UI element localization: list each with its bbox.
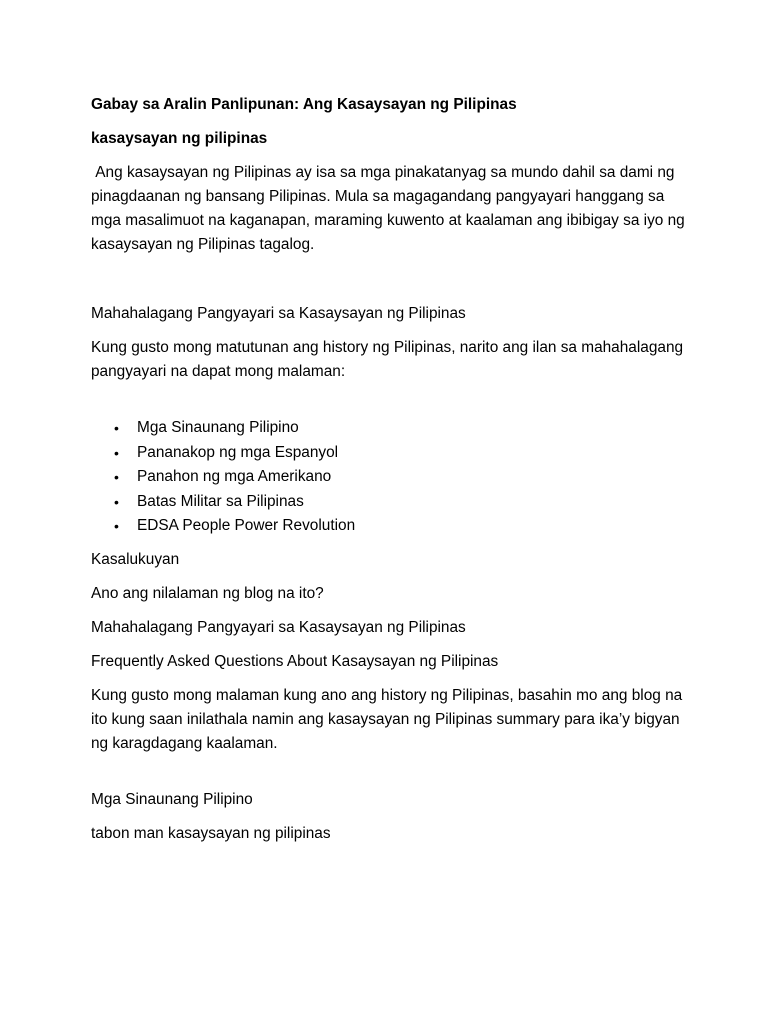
document-subtitle: kasaysayan ng pilipinas — [91, 130, 268, 147]
intro-paragraph: Ang kasaysayan ng Pilipinas ay isa sa mga pinakatanyag sa mundo dahil sa dami ng pinagdaanan ng bansang Pilipinas. Mula sa magagandang pangyayari hanggang sa mga masalimuot na kaganapan, maraming kuwento at kaalaman ang ibibigay sa iyo ng kasaysayan ng Pilipinas tagalog. — [91, 164, 690, 253]
bullet-item-label: EDSA People Power Revolution — [137, 517, 356, 534]
bullet-item — [91, 490, 691, 515]
bullet-item — [91, 465, 691, 490]
bullet-item — [91, 514, 691, 539]
line-blog-question: Ano ang nilalaman ng blog na ito? — [91, 584, 324, 602]
bullet-icon: • — [114, 444, 119, 461]
events-bullet-list — [91, 416, 691, 539]
bullet-item-label: Pananakop ng mga Espanyol — [137, 443, 339, 461]
bullet-item-label: Mga Sinaunang Pilipino — [137, 419, 299, 436]
document-body — [91, 93, 691, 856]
bullet-item-label: Batas Militar sa Pilipinas — [137, 492, 304, 510]
line-sinaunang-pilipino: Mga Sinaunang Pilipino — [91, 790, 253, 808]
line-heading-repeat: Mahahalagang Pangyayari sa Kasaysayan ng Pilipinas — [91, 618, 466, 636]
bullet-item — [91, 416, 691, 441]
line-kasalukuyan: Kasalukuyan — [91, 550, 180, 568]
bullet-item-label: Panahon ng mga Amerikano — [137, 468, 332, 485]
section-paragraph-history: Kung gusto mong matutunan ang history ng Pilipinas, narito ang ilan sa mahahalagang pangyayari na dapat mong malaman: — [91, 339, 684, 380]
bullet-item — [91, 441, 691, 466]
faq-paragraph: Kung gusto mong malaman kung ano ang history ng Pilipinas, basahin mo ang blog na ito kung saan inilathala namin ang kasaysayan ng Pilipinas summary para ika’y bigyan ng karagdagang kaalaman. — [91, 686, 683, 752]
bullet-icon: • — [114, 420, 119, 436]
line-tabon-man: tabon man kasaysayan ng pilipinas — [91, 824, 331, 842]
line-faq-heading: Frequently Asked Questions About Kasaysayan ng Pilipinas — [91, 652, 499, 670]
document-title: Gabay sa Aralin Panlipunan: Ang Kasaysayan ng Pilipinas — [91, 96, 517, 113]
bullet-icon: • — [114, 469, 119, 485]
section-heading-mahahalagang-pangyayari: Mahahalagang Pangyayari sa Kasaysayan ng Pilipinas — [91, 305, 466, 322]
bullet-icon: • — [114, 518, 119, 534]
bullet-icon: • — [114, 493, 119, 510]
